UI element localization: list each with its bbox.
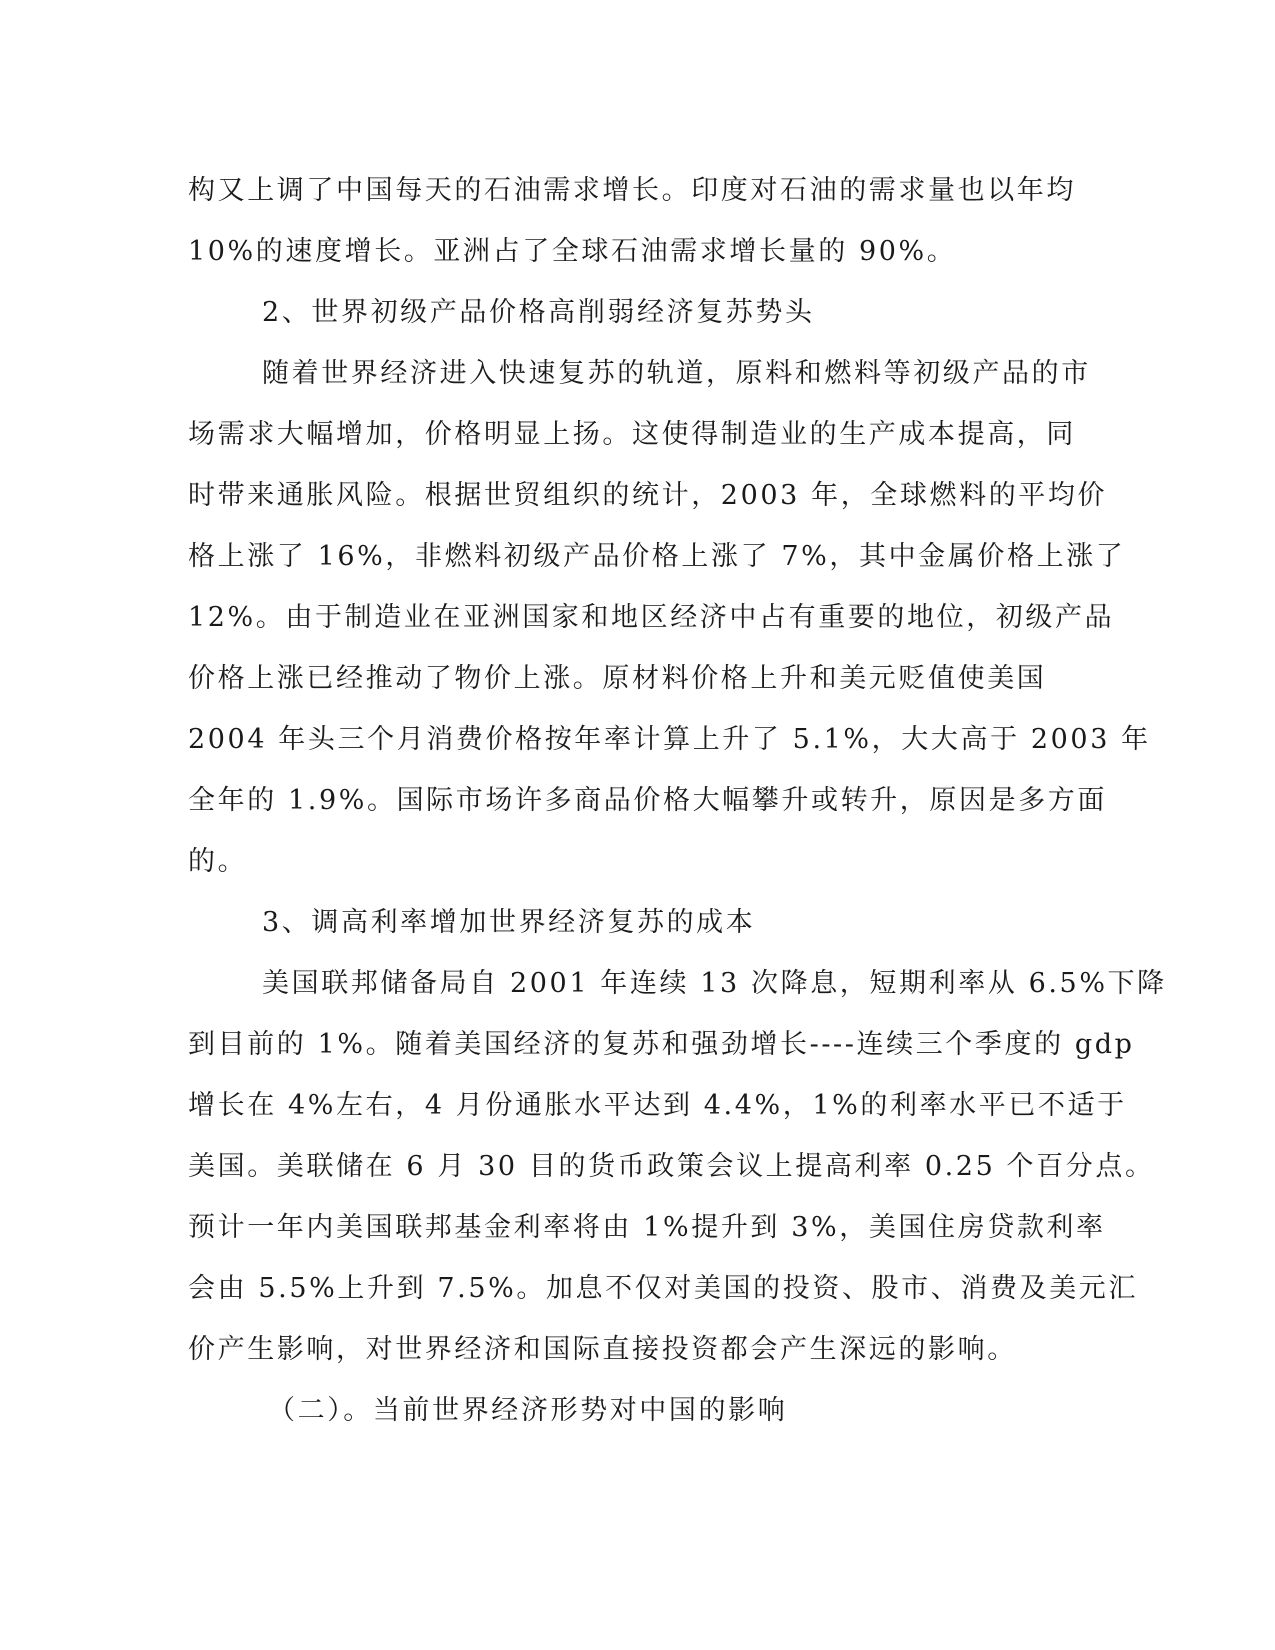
paragraph-line: 12%。由于制造业在亚洲国家和地区经济中占有重要的地位，初级产品 [188, 602, 1115, 633]
paragraph-line: 2004 年头三个月消费价格按年率计算上升了 5.1%，大大高于 2003 年 [188, 724, 1151, 755]
paragraph-line: 10%的速度增长。亚洲占了全球石油需求增长量的 90%。 [188, 236, 957, 267]
paragraph-line: 全年的 1.9%。国际市场许多商品价格大幅攀升或转升，原因是多方面 [188, 785, 1107, 816]
paragraph-line: 随着世界经济进入快速复苏的轨道，原料和燃料等初级产品的市 [262, 358, 1091, 389]
section-heading: 2、世界初级产品价格高削弱经济复苏势头 [262, 297, 815, 328]
document-body [188, 160, 1167, 1441]
paragraph-line: 时带来通胀风险。根据世贸组织的统计，2003 年，全球燃料的平均价 [188, 480, 1108, 511]
paragraph-line: 价产生影响，对世界经济和国际直接投资都会产生深远的影响。 [188, 1334, 1017, 1365]
paragraph-line: 美国。美联储在 6 月 30 目的货币政策会议上提高利率 0.25 个百分点。 [188, 1151, 1155, 1182]
paragraph-line: 增长在 4%左右，4 月份通胀水平达到 4.4%，1%的利率水平已不适于 [188, 1090, 1127, 1121]
section-heading: （二）。当前世界经济形势对中国的影响 [268, 1395, 788, 1426]
paragraph-line: 价格上涨已经推动了物价上涨。原材料价格上升和美元贬值使美国 [188, 663, 1047, 694]
paragraph-line: 会由 5.5%上升到 7.5%。加息不仅对美国的投资、股市、消费及美元汇 [188, 1273, 1138, 1304]
paragraph-line: 预计一年内美国联邦基金利率将由 1%提升到 3%，美国住房贷款利率 [188, 1212, 1106, 1243]
paragraph-line: 美国联邦储备局自 2001 年连续 13 次降息，短期利率从 6.5%下降 [262, 968, 1167, 999]
paragraph-line: 构又上调了中国每天的石油需求增长。印度对石油的需求量也以年均 [188, 175, 1076, 206]
paragraph-line: 场需求大幅增加，价格明显上扬。这使得制造业的生产成本提高，同 [188, 419, 1076, 450]
paragraph-line: 格上涨了 16%，非燃料初级产品价格上涨了 7%，其中金属价格上涨了 [188, 541, 1126, 572]
paragraph-line: 的。 [188, 846, 248, 877]
paragraph-line: 到目前的 1%。随着美国经济的复苏和强劲增长----连续三个季度的 gdp [188, 1029, 1135, 1060]
section-heading: 3、调高利率增加世界经济复苏的成本 [262, 907, 756, 938]
